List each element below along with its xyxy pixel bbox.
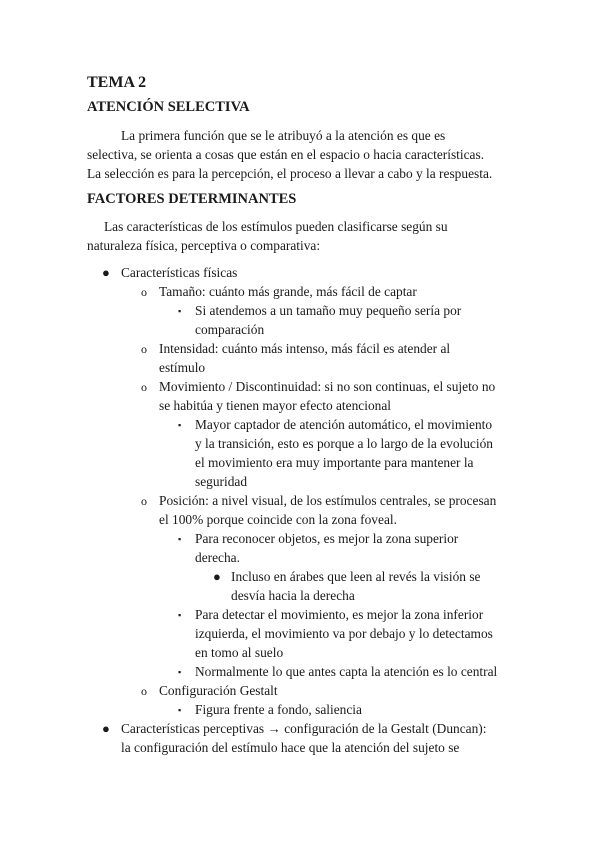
list-item-posicion-subsub: desvía hacia la derecha	[231, 588, 355, 603]
intro-line: Las características de los estímulos pueden clasificarse según su	[104, 219, 448, 234]
circle-bullet-icon: o	[141, 494, 147, 508]
list-item-movimiento-sub: seguridad	[195, 474, 248, 489]
intro-line: naturaleza física, perceptiva o comparativa:	[87, 238, 321, 253]
list-item-intensidad: estímulo	[159, 360, 206, 375]
list-item-posicion-sub: Para detectar el movimiento, es mejor la zona inferior	[195, 607, 484, 622]
list-item-movimiento-sub: Mayor captador de atención automático, el movimiento	[195, 417, 493, 432]
list-item-tamano: Tamaño: cuánto más grande, más fácil de captar	[159, 284, 417, 299]
list-item-intensidad: Intensidad: cuánto más intenso, más fácil es atender al	[159, 341, 451, 356]
list-item-fisicas: Características físicas	[121, 265, 238, 280]
circle-bullet-icon: o	[141, 285, 147, 299]
square-bullet-icon: ▪	[178, 610, 182, 620]
paragraph-line: La primera función que se le atribuyó a la atención es que es	[121, 128, 446, 143]
list-item-perceptivas: Características perceptivas → configuración de la Gestalt (Duncan):	[121, 721, 487, 736]
square-bullet-icon: ▪	[178, 667, 182, 677]
paragraph-line: selectiva, se orienta a cosas que están en el espacio o hacia características.	[87, 147, 485, 162]
list-item-posicion: el 100% porque coincide con la zona foveal.	[159, 512, 397, 527]
square-bullet-icon: ▪	[178, 705, 182, 715]
square-bullet-icon: ▪	[178, 306, 182, 316]
heading-factores-determinantes: FACTORES DETERMINANTES	[87, 191, 297, 207]
disc-bullet-icon: ●	[102, 721, 110, 736]
list-item-gestalt: Configuración Gestalt	[159, 683, 278, 698]
list-item-movimiento-sub: el movimiento era muy importante para mantener la	[195, 455, 474, 470]
list-item-movimiento: Movimiento / Discontinuidad: si no son continuas, el sujeto no	[159, 379, 496, 394]
disc-bullet-icon: ●	[102, 265, 110, 280]
square-bullet-icon: ▪	[178, 420, 182, 430]
list-item-posicion: Posición: a nivel visual, de los estímulos centrales, se procesan	[159, 493, 497, 508]
heading-atencion-selectiva: ATENCIÓN SELECTIVA	[87, 99, 250, 115]
list-item-tamano-sub: comparación	[195, 322, 265, 337]
list-item-posicion-sub: izquierda, el movimiento va por debajo y lo detectamos	[195, 626, 493, 641]
circle-bullet-icon: o	[141, 380, 147, 394]
square-bullet-icon: ▪	[178, 534, 182, 544]
list-item-posicion-sub: Para reconocer objetos, es mejor la zona superior	[195, 531, 459, 546]
list-item-tamano-sub: Si atendemos a un tamaño muy pequeño sería por	[195, 303, 462, 318]
circle-bullet-icon: o	[141, 342, 147, 356]
list-item-perceptivas: la configuración del estímulo hace que la atención del sujeto se	[121, 740, 460, 755]
circle-bullet-icon: o	[141, 684, 147, 698]
list-item-posicion-sub: Normalmente lo que antes capta la atención es lo central	[195, 664, 498, 679]
list-item-posicion-sub: derecha.	[195, 550, 240, 565]
list-item-movimiento: se habitúa y tienen mayor efecto atencional	[159, 398, 392, 413]
list-item-gestalt-sub: Figura frente a fondo, saliencia	[195, 702, 362, 717]
disc-bullet-icon: ●	[213, 569, 221, 584]
paragraph-line: La selección es para la percepción, el proceso a llevar a cabo y la respuesta.	[87, 166, 493, 181]
list-item-posicion-subsub: Incluso en árabes que leen al revés la visión se	[231, 569, 481, 584]
document-title: TEMA 2	[87, 74, 147, 91]
list-item-movimiento-sub: y la transición, esto es porque a lo largo de la evolución	[195, 436, 493, 451]
list-item-posicion-sub: en tomo al suelo	[195, 645, 284, 660]
